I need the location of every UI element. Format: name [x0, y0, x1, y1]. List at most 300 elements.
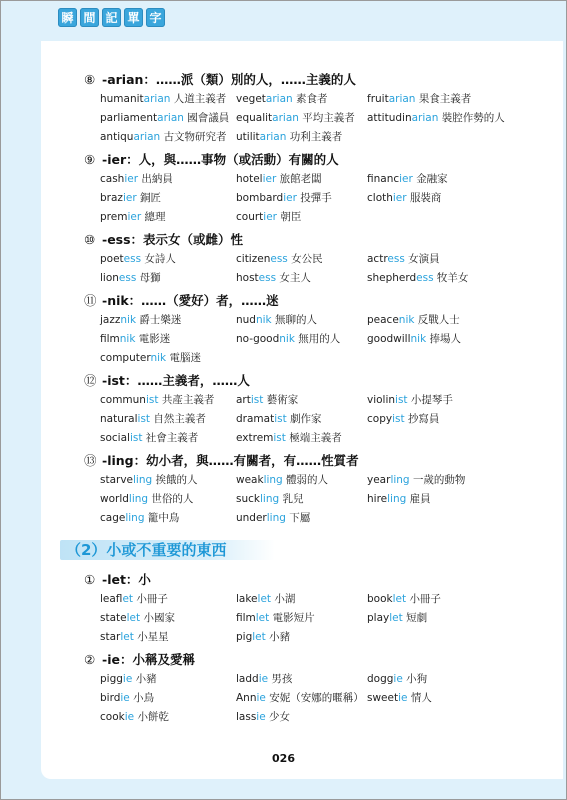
word-gloss: 世俗的人 — [151, 493, 194, 505]
word-gloss: 女演員 — [408, 253, 440, 265]
word-entry — [367, 189, 517, 208]
section-number: ⑫ — [84, 373, 97, 388]
word-root: book — [367, 593, 393, 605]
word-suffix: nik — [398, 314, 415, 326]
section-title — [84, 230, 544, 250]
word-gloss: 自然主義者 — [153, 413, 206, 425]
word-root: Ann — [236, 692, 257, 704]
word-entry — [367, 490, 517, 509]
word-suffix: ist — [129, 432, 143, 444]
word-row — [100, 609, 544, 628]
word-suffix: ling — [125, 512, 145, 524]
word-suffix: nik — [410, 333, 427, 345]
word-suffix: ist — [395, 394, 408, 406]
word-entry — [367, 410, 517, 429]
word-entry — [236, 509, 367, 528]
word-gloss: 女公民 — [291, 253, 323, 265]
word-gloss: 無聊的人 — [274, 314, 317, 326]
word-entry — [236, 471, 367, 490]
word-entry — [100, 330, 236, 349]
word-root: fruit — [367, 93, 389, 105]
word-entry — [367, 590, 517, 609]
word-entry — [100, 250, 236, 269]
word-root: utilit — [236, 131, 260, 143]
word-root: attitudin — [367, 112, 412, 124]
word-root: social — [100, 432, 130, 444]
word-gloss: 小星星 — [137, 631, 169, 643]
word-suffix: ier — [124, 173, 139, 185]
word-gloss: 古文物研究者 — [163, 131, 227, 143]
word-entry — [236, 490, 367, 509]
word-gloss: 素食者 — [296, 93, 328, 105]
word-grid — [100, 391, 544, 448]
word-entry — [367, 670, 517, 689]
word-entry — [100, 349, 236, 368]
word-suffix: ling — [263, 474, 283, 486]
word-root: cash — [100, 173, 125, 185]
word-root: natural — [100, 413, 138, 425]
word-gloss: 投彈手 — [300, 192, 332, 204]
word-entry — [236, 208, 367, 227]
word-entry — [367, 330, 517, 349]
word-gloss: 電影迷 — [138, 333, 171, 345]
word-root: jazz — [100, 314, 121, 326]
header-badge: 記 — [102, 8, 121, 27]
word-entry — [236, 311, 367, 330]
word-gloss: 人道主義者 — [173, 93, 227, 105]
word-suffix: arian — [411, 112, 439, 124]
word-suffix: nik — [120, 314, 137, 326]
word-root: antiqu — [100, 131, 134, 143]
section-title — [84, 371, 544, 391]
word-entry — [100, 509, 236, 528]
word-root: under — [236, 512, 267, 524]
word-root: ladd — [236, 673, 259, 685]
word-root: peace — [367, 314, 399, 326]
word-suffix: ling — [387, 493, 407, 505]
word-row — [100, 90, 544, 109]
word-entry — [100, 189, 236, 208]
word-entry — [236, 410, 367, 429]
word-gloss: 抄寫員 — [407, 413, 440, 425]
word-entry — [236, 170, 367, 189]
word-root: cloth — [367, 192, 393, 204]
word-grid — [100, 471, 544, 528]
word-suffix: arian — [272, 112, 299, 124]
word-gloss: 銅匠 — [139, 192, 161, 204]
word-row — [100, 128, 544, 147]
word-root: hire — [367, 493, 388, 505]
word-entry — [100, 609, 236, 628]
word-entry — [236, 250, 367, 269]
word-gloss: 劇作家 — [290, 413, 322, 425]
section-number: ⑪ — [84, 293, 97, 308]
word-entry — [100, 269, 236, 288]
section-number: ⑨ — [84, 152, 96, 167]
word-grid — [100, 170, 544, 227]
word-row — [100, 471, 544, 490]
word-root: parliament — [100, 112, 158, 124]
word-gloss: 情人 — [410, 692, 432, 704]
word-root: violin — [367, 394, 396, 406]
word-gloss: 下屬 — [289, 512, 311, 524]
word-gloss: 小豬 — [269, 631, 291, 643]
word-root: film — [100, 333, 120, 345]
word-gloss: 服裝商 — [409, 192, 442, 204]
word-suffix: ie — [122, 673, 133, 685]
word-root: pigg — [100, 673, 123, 685]
word-entry — [367, 250, 517, 269]
word-root: star — [100, 631, 121, 643]
word-root: play — [367, 612, 390, 624]
word-suffix: ist — [145, 394, 159, 406]
word-root: shepherd — [367, 272, 417, 284]
word-root: veget — [236, 93, 266, 105]
word-suffix: ier — [399, 173, 413, 185]
word-row — [100, 509, 544, 528]
word-entry — [100, 708, 236, 727]
word-root: weak — [236, 474, 264, 486]
word-root: actr — [367, 253, 388, 265]
word-root: braz — [100, 192, 123, 204]
vocabulary-sections — [66, 70, 544, 730]
word-root: world — [100, 493, 129, 505]
word-gloss: 總理 — [144, 211, 166, 223]
word-suffix: ie — [398, 692, 408, 704]
word-root: extrem — [236, 432, 274, 444]
word-row — [100, 391, 544, 410]
word-root: cook — [100, 711, 125, 723]
word-row — [100, 109, 544, 128]
word-root: commun — [100, 394, 146, 406]
word-root: computer — [100, 352, 151, 364]
word-root: state — [100, 612, 127, 624]
section-title — [84, 291, 544, 311]
word-suffix: ess — [123, 253, 142, 265]
word-root: lake — [236, 593, 258, 605]
word-suffix: ier — [392, 192, 407, 204]
word-gloss: 小餅乾 — [137, 711, 169, 723]
major-section-title: （2）小或不重要的東西 — [66, 541, 227, 559]
word-row — [100, 628, 544, 647]
word-entry — [100, 670, 236, 689]
word-gloss: 小國家 — [143, 612, 175, 624]
word-suffix: arian — [388, 93, 416, 105]
word-suffix: arian — [133, 131, 161, 143]
word-entry — [367, 90, 517, 109]
word-row — [100, 189, 544, 208]
word-root: sweet — [367, 692, 399, 704]
word-gloss: 籠中鳥 — [147, 512, 180, 524]
word-gloss: 平均主義者 — [302, 112, 355, 124]
word-root: bird — [100, 692, 121, 704]
word-entry — [100, 471, 236, 490]
word-root: dogg — [367, 673, 394, 685]
word-grid — [100, 250, 544, 288]
word-gloss: 小狗 — [406, 673, 428, 685]
word-gloss: 社會主義者 — [145, 432, 199, 444]
word-row — [100, 429, 544, 448]
section-number: ⑩ — [84, 232, 96, 247]
word-suffix: ist — [392, 413, 405, 425]
word-gloss: 小冊子 — [409, 593, 441, 605]
word-entry — [100, 208, 236, 227]
word-entry — [236, 391, 367, 410]
word-suffix: ling — [390, 474, 410, 486]
word-root: film — [236, 612, 256, 624]
word-root: leaf — [100, 593, 123, 605]
word-entry — [100, 128, 236, 147]
word-root: year — [367, 474, 391, 486]
word-suffix: ling — [128, 493, 149, 505]
section-heading: -ling：幼小者，與……有關者，有……性質者 — [102, 453, 359, 468]
word-root: lass — [236, 711, 257, 723]
section-heading: -ess：表示女（或雌）性 — [102, 232, 244, 247]
section-heading: -nik：……（愛好）者，……迷 — [102, 293, 279, 308]
word-row — [100, 269, 544, 288]
word-entry — [236, 330, 367, 349]
word-entry — [236, 590, 367, 609]
word-suffix: ess — [258, 272, 277, 284]
word-gloss: 少女 — [269, 711, 291, 723]
word-entry — [100, 590, 236, 609]
word-row — [100, 590, 544, 609]
word-suffix: nik — [119, 333, 136, 345]
word-gloss: 無用的人 — [298, 333, 341, 345]
word-gloss: 爵士樂迷 — [139, 314, 182, 326]
word-gloss: 藝術家 — [266, 394, 299, 406]
word-root: prem — [100, 211, 128, 223]
word-suffix: let — [389, 612, 403, 624]
word-grid — [100, 670, 544, 727]
word-root: financ — [367, 173, 400, 185]
word-gloss: 共產主義者 — [161, 394, 215, 406]
word-grid — [100, 590, 544, 647]
word-gloss: 女詩人 — [144, 253, 176, 265]
word-suffix: ist — [137, 413, 151, 425]
word-root: lion — [100, 272, 119, 284]
word-row — [100, 330, 544, 349]
word-root: court — [236, 211, 264, 223]
word-entry — [236, 128, 367, 147]
word-gloss: 金融家 — [416, 173, 448, 185]
section-number: ② — [84, 652, 96, 667]
word-row — [100, 170, 544, 189]
word-row — [100, 670, 544, 689]
word-entry — [236, 708, 367, 727]
section-heading: -arian：……派（類）別的人，……主義的人 — [102, 72, 356, 87]
word-gloss: 一歲的動物 — [412, 474, 466, 486]
word-entry — [367, 311, 517, 330]
word-suffix: arian — [143, 93, 171, 105]
word-entry — [367, 109, 517, 128]
section-number: ⑧ — [84, 72, 96, 87]
section-title — [84, 150, 544, 170]
word-suffix: ist — [250, 394, 264, 406]
word-root: copy — [367, 413, 393, 425]
word-gloss: 小提琴手 — [410, 394, 453, 406]
word-entry — [236, 429, 367, 448]
word-root: hotel — [236, 173, 263, 185]
word-gloss: 女主人 — [279, 272, 311, 284]
word-row — [100, 490, 544, 509]
word-gloss: 裝腔作勢的人 — [441, 112, 505, 124]
word-entry — [367, 471, 517, 490]
word-grid — [100, 90, 544, 147]
word-suffix: let — [120, 631, 134, 643]
word-row — [100, 208, 544, 227]
word-gloss: 母獅 — [139, 272, 161, 284]
word-gloss: 果食主義者 — [418, 93, 472, 105]
section-number: ① — [84, 572, 96, 587]
word-gloss: 電影短片 — [272, 612, 315, 624]
word-gloss: 小湖 — [274, 593, 296, 605]
page-number: 026 — [272, 752, 295, 765]
word-entry — [100, 90, 236, 109]
word-gloss: 朝臣 — [280, 211, 302, 223]
word-gloss: 安妮（安娜的暱稱） — [269, 692, 364, 704]
word-suffix: ess — [416, 272, 434, 284]
word-row — [100, 708, 544, 727]
word-row — [100, 311, 544, 330]
word-root: art — [236, 394, 251, 406]
word-root: dramat — [236, 413, 275, 425]
section-heading: -ier：人，與……事物（或活動）有關的人 — [102, 152, 339, 167]
word-root: humanit — [100, 93, 144, 105]
word-gloss: 旅館老闆 — [279, 173, 322, 185]
section-heading: -ist：……主義者，……人 — [102, 373, 250, 388]
section-heading: -let：小 — [102, 572, 151, 587]
word-suffix: ie — [256, 692, 266, 704]
word-gloss: 男孩 — [271, 673, 293, 685]
word-suffix: ess — [270, 253, 288, 265]
word-gloss: 體弱的人 — [286, 474, 329, 486]
section-title — [84, 451, 544, 471]
word-grid — [100, 311, 544, 368]
word-entry — [100, 490, 236, 509]
word-entry — [236, 609, 367, 628]
word-gloss: 捧場人 — [429, 333, 462, 345]
word-suffix: ier — [283, 192, 297, 204]
word-entry — [100, 109, 236, 128]
section-title — [84, 70, 544, 90]
word-row — [100, 349, 544, 368]
header-badge-row — [58, 8, 165, 27]
word-gloss: 小鳥 — [133, 692, 155, 704]
word-gloss: 功利主義者 — [289, 131, 343, 143]
word-gloss: 電腦迷 — [169, 352, 201, 364]
word-gloss: 反戰人士 — [417, 314, 460, 326]
word-root: cage — [100, 512, 126, 524]
word-suffix: ie — [258, 673, 269, 685]
word-root: citizen — [236, 253, 271, 265]
section-heading: -ie：小稱及愛稱 — [102, 652, 195, 667]
word-entry — [367, 609, 517, 628]
word-root: bombard — [236, 192, 284, 204]
header-badge: 間 — [80, 8, 99, 27]
word-suffix: arian — [259, 131, 287, 143]
word-entry — [100, 311, 236, 330]
section-title — [84, 650, 544, 670]
word-suffix: nik — [279, 333, 295, 345]
word-root: starve — [100, 474, 134, 486]
word-entry — [100, 410, 236, 429]
word-root: nud — [236, 314, 256, 326]
word-root: goodwill — [367, 333, 411, 345]
word-suffix: let — [122, 593, 134, 605]
word-gloss: 乳兒 — [282, 493, 304, 505]
word-suffix: arian — [265, 93, 293, 105]
word-gloss: 極端主義者 — [289, 432, 342, 444]
header-badge: 字 — [146, 8, 165, 27]
word-entry — [367, 170, 517, 189]
word-gloss: 雇員 — [409, 493, 431, 505]
word-suffix: let — [252, 631, 266, 643]
word-entry — [236, 90, 367, 109]
word-root: pig — [236, 631, 253, 643]
word-suffix: ling — [133, 474, 153, 486]
word-suffix: ie — [256, 711, 266, 723]
header-badge: 單 — [124, 8, 143, 27]
word-suffix: ie — [393, 673, 403, 685]
word-entry — [100, 429, 236, 448]
word-gloss: 挨餓的人 — [155, 474, 198, 486]
word-suffix: let — [257, 593, 272, 605]
word-gloss: 小豬 — [135, 673, 157, 685]
section-number: ⑬ — [84, 453, 97, 468]
word-suffix: ess — [387, 253, 405, 265]
word-suffix: ling — [266, 512, 286, 524]
word-entry — [236, 189, 367, 208]
section-title — [84, 570, 544, 590]
word-entry — [100, 391, 236, 410]
header-badge: 瞬 — [58, 8, 77, 27]
word-entry — [100, 628, 236, 647]
word-entry — [236, 689, 367, 708]
word-entry — [236, 670, 367, 689]
word-root: suck — [236, 493, 260, 505]
word-entry — [100, 689, 236, 708]
word-suffix: arian — [157, 112, 184, 124]
word-entry — [236, 269, 367, 288]
major-section-header — [60, 538, 544, 562]
word-row — [100, 250, 544, 269]
word-suffix: ie — [120, 692, 130, 704]
word-entry — [100, 170, 236, 189]
word-entry — [236, 109, 367, 128]
word-gloss: 出納員 — [141, 173, 173, 185]
word-gloss: 短劇 — [406, 612, 428, 624]
word-root: host — [236, 272, 259, 284]
word-entry — [367, 689, 517, 708]
word-row — [100, 689, 544, 708]
word-root: no-good — [236, 333, 280, 345]
word-suffix: ist — [274, 413, 287, 425]
word-entry — [367, 391, 517, 410]
word-suffix: let — [126, 612, 141, 624]
word-root: poet — [100, 253, 124, 265]
word-suffix: ie — [124, 711, 135, 723]
word-suffix: ier — [122, 192, 137, 204]
word-suffix: ier — [127, 211, 142, 223]
word-entry — [367, 269, 517, 288]
word-root: equalit — [236, 112, 273, 124]
word-suffix: let — [255, 612, 270, 624]
word-suffix: nik — [150, 352, 167, 364]
word-suffix: let — [392, 593, 407, 605]
word-gloss: 牧羊女 — [436, 272, 469, 284]
word-row — [100, 410, 544, 429]
